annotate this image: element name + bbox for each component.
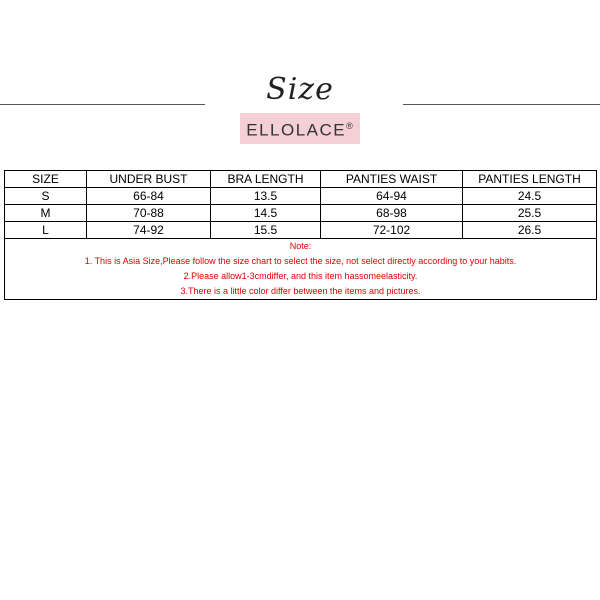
cell-panties-waist: 64-94	[321, 188, 463, 205]
cell-under-bust: 70-88	[87, 205, 211, 222]
cell-panties-length: 26.5	[463, 222, 597, 239]
page-title: Size	[266, 72, 334, 107]
cell-size: M	[5, 205, 87, 222]
cell-panties-waist: 72-102	[321, 222, 463, 239]
note-line-1: 1. This is Asia Size,Please follow the size chart to select the size, not select directly according to your habits.	[84, 256, 517, 266]
cell-size: S	[5, 188, 87, 205]
registered-mark: ®	[346, 121, 353, 131]
brand-name: ELLOLACE	[246, 120, 347, 140]
cell-panties-length: 24.5	[463, 188, 597, 205]
column-header-bra-length: BRA LENGTH	[211, 171, 321, 188]
column-header-size: SIZE	[5, 171, 87, 188]
cell-under-bust: 74-92	[87, 222, 211, 239]
column-header-panties-waist: PANTIES WAIST	[321, 171, 463, 188]
table-header-row	[5, 171, 597, 188]
table-row	[5, 222, 597, 239]
brand-logo-container	[0, 113, 600, 144]
note-line-2: 2.Please allow1-3cmdiffer, and this item hassomeelasticity.	[183, 271, 418, 281]
table-row	[5, 205, 597, 222]
cell-bra-length: 15.5	[211, 222, 321, 239]
note-line-3: 3.There is a little color differ between the items and pictures.	[180, 286, 421, 296]
cell-bra-length: 13.5	[211, 188, 321, 205]
column-header-panties-length: PANTIES LENGTH	[463, 171, 597, 188]
size-chart-table	[4, 170, 597, 300]
cell-panties-length: 25.5	[463, 205, 597, 222]
cell-under-bust: 66-84	[87, 188, 211, 205]
table-row	[5, 188, 597, 205]
cell-size: L	[5, 222, 87, 239]
notes-heading: Note:	[289, 241, 312, 251]
column-header-under-bust: UNDER BUST	[87, 171, 211, 188]
notes-cell	[5, 239, 597, 300]
brand-logo	[240, 113, 360, 144]
notes-row	[5, 239, 597, 300]
cell-panties-waist: 68-98	[321, 205, 463, 222]
cell-bra-length: 14.5	[211, 205, 321, 222]
